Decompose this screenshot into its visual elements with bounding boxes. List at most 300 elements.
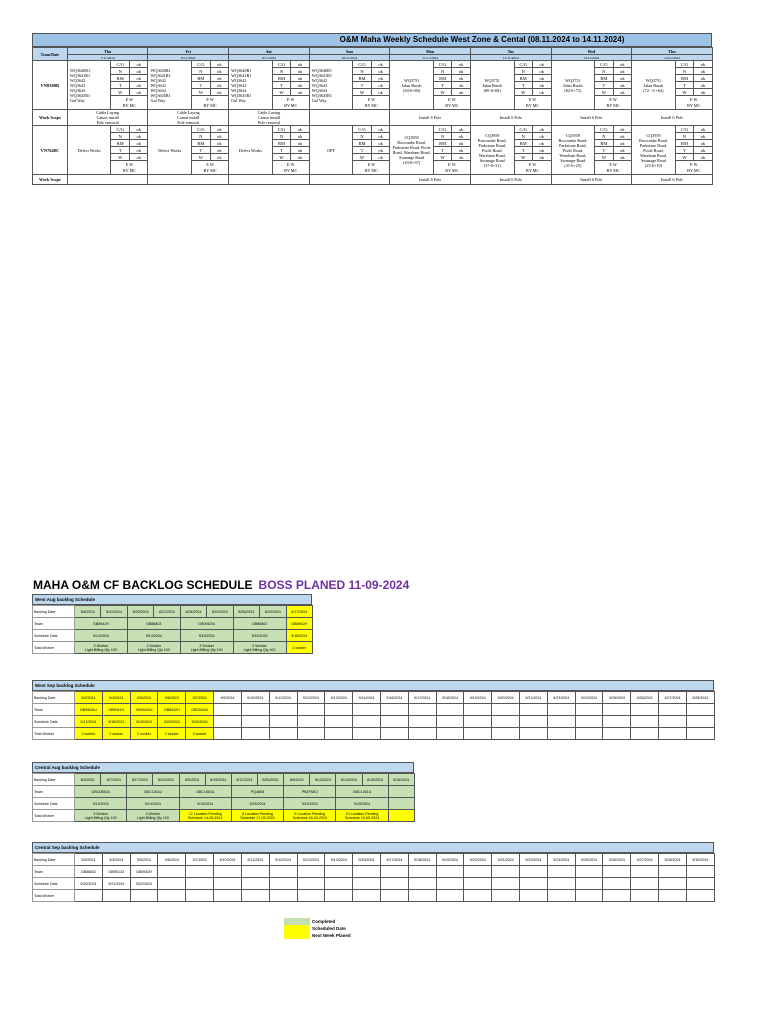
cell-total bbox=[214, 728, 242, 740]
cell-total bbox=[464, 728, 492, 740]
backlog-row-sched bbox=[33, 878, 715, 890]
cell-team bbox=[492, 704, 520, 716]
cell-total bbox=[436, 890, 464, 902]
cell-date: 9/19/2024 bbox=[464, 692, 492, 704]
check-label: T bbox=[595, 82, 614, 89]
ew-label: E W bbox=[514, 161, 551, 168]
cell-date: 9/17/2024 bbox=[408, 692, 436, 704]
check-value: ok bbox=[452, 154, 471, 161]
team-row bbox=[33, 61, 713, 68]
cell-team bbox=[659, 704, 687, 716]
check-label: C/G bbox=[272, 61, 291, 68]
check-value: ok bbox=[210, 82, 229, 89]
work-scope-cell: Install 6 Pole bbox=[551, 175, 632, 185]
cell-total bbox=[241, 890, 269, 902]
team-name: VN8300R bbox=[33, 61, 68, 110]
cell-date: 8/6/2024 bbox=[284, 774, 310, 786]
cell-total bbox=[603, 890, 631, 902]
cell-total: 3 Worker Light Billing Qty 100 bbox=[75, 810, 127, 822]
check-value: ok bbox=[452, 147, 471, 154]
cell-sched bbox=[492, 716, 520, 728]
cell-total: 2 Worker Light Billing Qty 100 bbox=[233, 642, 286, 654]
cell-date: 9/27/2024 bbox=[631, 854, 659, 866]
cell-sched bbox=[241, 716, 269, 728]
cell-date: 8/16/2024 bbox=[388, 774, 414, 786]
date-header: 13/11/2024 bbox=[551, 55, 632, 61]
cell-sched: 9/18/2024 bbox=[102, 716, 130, 728]
day-header: Tue bbox=[470, 48, 551, 55]
check-value: ok bbox=[210, 75, 229, 82]
cell-team: GB8942H bbox=[158, 704, 186, 716]
central-sep-section bbox=[32, 842, 714, 902]
check-label: W bbox=[272, 89, 291, 96]
check-label: N bbox=[675, 133, 694, 140]
cell-date: 9/16/2024 bbox=[353, 854, 381, 866]
team-row bbox=[33, 103, 713, 110]
check-value: ok bbox=[613, 68, 632, 75]
weekly-day-row bbox=[33, 48, 713, 55]
cell-sched bbox=[464, 878, 492, 890]
ew-label: E W bbox=[272, 161, 309, 168]
byme-label: BY MC bbox=[433, 103, 470, 110]
cell-total bbox=[547, 728, 575, 740]
check-value: ok bbox=[613, 61, 632, 68]
cell-sched: 9/15/2024 bbox=[233, 630, 286, 642]
backlog-title bbox=[33, 578, 409, 592]
byme-label: BY MC bbox=[675, 168, 712, 175]
team-row bbox=[33, 140, 713, 147]
check-value: ok bbox=[533, 126, 552, 133]
cell-total bbox=[436, 728, 464, 740]
cell-total bbox=[214, 890, 242, 902]
cell-date: 8/24/2024 bbox=[180, 606, 206, 618]
cell-sched bbox=[520, 716, 548, 728]
check-value: ok bbox=[533, 68, 552, 75]
cell-sched: 9/15/2024 bbox=[284, 798, 336, 810]
cell-date: 9/28/2024 bbox=[686, 692, 714, 704]
check-value: ok bbox=[371, 61, 390, 68]
check-label: T bbox=[111, 147, 130, 154]
work-scope-cell bbox=[309, 175, 390, 185]
check-value: ok bbox=[129, 140, 148, 147]
check-label: W bbox=[192, 89, 211, 96]
check-value: ok bbox=[291, 75, 310, 82]
ew-label: E W bbox=[595, 161, 632, 168]
cell-team bbox=[214, 704, 242, 716]
cell-total: 3 Worker Light Billing Qty 100 bbox=[127, 642, 180, 654]
ew-label: E W bbox=[353, 96, 390, 103]
check-label: RM bbox=[514, 140, 533, 147]
cell-team: GB86832 bbox=[75, 866, 103, 878]
cell-date: 8/20/2024 bbox=[153, 774, 179, 786]
check-label: N bbox=[111, 133, 130, 140]
cell-sched bbox=[547, 716, 575, 728]
check-label: C/G bbox=[192, 61, 211, 68]
cell-total: 2 worker bbox=[102, 728, 130, 740]
check-value: ok bbox=[210, 147, 229, 154]
cell-team: GBC1801A bbox=[179, 786, 231, 798]
ew-label: E W bbox=[675, 96, 712, 103]
cell-date: 8/7/2024 bbox=[101, 774, 127, 786]
cell-date: 9/7/2024 bbox=[186, 692, 214, 704]
check-value: ok bbox=[129, 133, 148, 140]
check-label: W bbox=[595, 154, 614, 161]
check-value: ok bbox=[291, 147, 310, 154]
cell-date: 9/23/2024 bbox=[547, 692, 575, 704]
check-value: ok bbox=[533, 147, 552, 154]
check-value: ok bbox=[613, 75, 632, 82]
cell-total bbox=[631, 728, 659, 740]
work-scope-cell: Install 6 Pole bbox=[632, 110, 713, 126]
check-label: C/G bbox=[514, 126, 533, 133]
cell-date: 9/13/2024 bbox=[325, 692, 353, 704]
backlog-row-total bbox=[33, 642, 313, 654]
check-value: ok bbox=[129, 75, 148, 82]
day-header: Thu bbox=[67, 48, 148, 55]
cell-team bbox=[158, 866, 186, 878]
check-label: RM bbox=[192, 140, 211, 147]
team-row bbox=[33, 147, 713, 154]
cell-sched bbox=[325, 716, 353, 728]
cell-team: PQ4808 bbox=[231, 786, 283, 798]
cell-sched: 9/16/2024 bbox=[286, 630, 312, 642]
cell-total bbox=[408, 890, 436, 902]
check-value: ok bbox=[694, 89, 713, 96]
cell-total bbox=[269, 890, 297, 902]
cell-team bbox=[603, 704, 631, 716]
cell-sched bbox=[214, 878, 242, 890]
check-value: ok bbox=[210, 133, 229, 140]
check-label: T bbox=[353, 82, 372, 89]
check-label: C/G bbox=[675, 126, 694, 133]
cell-total: 2 worker bbox=[158, 728, 186, 740]
check-label: C/G bbox=[433, 126, 452, 133]
check-value: ok bbox=[210, 126, 229, 133]
date-header: 8/11/2024 bbox=[148, 55, 229, 61]
day-header: Fri bbox=[148, 48, 229, 55]
cell-sched bbox=[297, 878, 325, 890]
row-label: Team bbox=[33, 786, 75, 798]
check-label: RM bbox=[514, 75, 533, 82]
cell-sched bbox=[353, 878, 381, 890]
cell-team bbox=[408, 866, 436, 878]
check-label: RM bbox=[595, 75, 614, 82]
check-label: N bbox=[433, 68, 452, 75]
site-cell: Defect Works bbox=[67, 126, 111, 175]
cell-team: PB2FNEJ bbox=[284, 786, 336, 798]
cell-total bbox=[158, 890, 186, 902]
check-label: N bbox=[353, 133, 372, 140]
cell-date: 9/20/2024 bbox=[464, 854, 492, 866]
cell-total: 8 Location Pending Schedule 17-09-2024 bbox=[231, 810, 283, 822]
cell-team bbox=[408, 704, 436, 716]
backlog-row-team bbox=[33, 704, 715, 716]
check-value: ok bbox=[210, 68, 229, 75]
cell-date: 8/3/2024 bbox=[75, 774, 101, 786]
check-value: ok bbox=[613, 126, 632, 133]
backlog-table bbox=[32, 773, 415, 822]
cell-date: 9/24/2024 bbox=[547, 854, 575, 866]
byme-label: BY MC bbox=[675, 103, 712, 110]
check-value: ok bbox=[371, 75, 390, 82]
cell-date: 8/6/2024 bbox=[75, 606, 101, 618]
team-row bbox=[33, 82, 713, 89]
site-cell: WQ3640R1 WQ3641R1 WQ3642 WQ3643 WQ3644 WQ3645R1 Gul Way bbox=[67, 61, 111, 110]
cell-sched bbox=[575, 878, 603, 890]
check-label: T bbox=[514, 147, 533, 154]
cell-sched bbox=[631, 716, 659, 728]
backlog-table bbox=[32, 691, 715, 740]
team-name: VN7648C bbox=[33, 126, 68, 175]
row-label: Backlog Date bbox=[33, 774, 75, 786]
check-label: N bbox=[514, 133, 533, 140]
check-label: T bbox=[433, 147, 452, 154]
cell-sched: 9/20/2024 bbox=[158, 716, 186, 728]
check-value: ok bbox=[694, 147, 713, 154]
check-label: W bbox=[595, 89, 614, 96]
backlog-row-sched bbox=[33, 798, 415, 810]
cell-date: 8/17/2024 bbox=[286, 606, 312, 618]
check-value: ok bbox=[129, 89, 148, 96]
cell-team bbox=[547, 866, 575, 878]
cell-team bbox=[241, 866, 269, 878]
cell-date: 8/17/2024 bbox=[127, 774, 153, 786]
work-scope-cell bbox=[67, 175, 148, 185]
check-value: ok bbox=[452, 133, 471, 140]
check-value: ok bbox=[129, 126, 148, 133]
cell-date: 9/26/2024 bbox=[631, 692, 659, 704]
cell-total bbox=[520, 890, 548, 902]
cell-date: 9/30/2024 bbox=[686, 854, 714, 866]
cell-total: 2 worker bbox=[130, 728, 158, 740]
cell-total bbox=[547, 890, 575, 902]
work-scope-cell: Install 6 Pole bbox=[390, 110, 471, 126]
legend-swatch bbox=[284, 918, 310, 925]
team-row bbox=[33, 168, 713, 175]
site-cell: Defect Works bbox=[229, 126, 273, 175]
check-value: ok bbox=[533, 82, 552, 89]
work-scope-cell: Install 6 Pole bbox=[632, 175, 713, 185]
check-value: ok bbox=[210, 61, 229, 68]
check-value: ok bbox=[452, 89, 471, 96]
byme-label: BY MC bbox=[514, 103, 551, 110]
cell-team bbox=[325, 704, 353, 716]
check-value: ok bbox=[533, 133, 552, 140]
cell-total: 2 worker bbox=[75, 728, 103, 740]
cell-total bbox=[659, 890, 687, 902]
cell-total bbox=[297, 890, 325, 902]
work-scope-cell: Cable Laying Canon install Pole removal bbox=[148, 110, 229, 126]
check-label: N bbox=[192, 68, 211, 75]
check-value: ok bbox=[533, 61, 552, 68]
site-cell: WQ3640R1 WQ3641R1 WQ3642 WQ3643 WQ3644 WQ3645R1 Gul Way bbox=[148, 61, 192, 110]
cell-team bbox=[686, 866, 714, 878]
work-scope-row bbox=[33, 110, 713, 126]
check-label: RM bbox=[272, 140, 291, 147]
cell-date: 9/5/2024 bbox=[130, 692, 158, 704]
cell-team: GBC1261U bbox=[127, 786, 179, 798]
check-label: RM bbox=[675, 140, 694, 147]
ew-label: E W bbox=[272, 96, 309, 103]
cell-sched bbox=[686, 716, 714, 728]
cell-date: 9/13/2024 bbox=[297, 854, 325, 866]
day-header: Wed bbox=[551, 48, 632, 55]
check-label: RM bbox=[111, 140, 130, 147]
cell-date: 8/13/2024 bbox=[310, 774, 336, 786]
check-label: W bbox=[514, 89, 533, 96]
check-value: ok bbox=[210, 140, 229, 147]
check-value: ok bbox=[129, 61, 148, 68]
row-label: Schedule Date bbox=[33, 630, 75, 642]
team-row bbox=[33, 75, 713, 82]
cell-date: 9/6/2024 bbox=[158, 692, 186, 704]
check-label: T bbox=[272, 82, 291, 89]
cell-total: 10 Location Pending Schedule 19-09-2024 bbox=[336, 810, 388, 822]
cell-date: 8/29/2024 bbox=[260, 606, 286, 618]
backlog-table bbox=[32, 853, 715, 902]
cell-date: 8/19/2024 bbox=[205, 774, 231, 786]
check-value: ok bbox=[371, 82, 390, 89]
cell-sched bbox=[659, 878, 687, 890]
cell-team: GB9942IU bbox=[75, 704, 103, 716]
ew-label: E W bbox=[433, 96, 470, 103]
cell-sched bbox=[408, 878, 436, 890]
ew-label: E W bbox=[111, 96, 148, 103]
cell-date: 8/15/2024 bbox=[362, 774, 388, 786]
cell-date: 9/4/2024 bbox=[102, 854, 130, 866]
check-value: ok bbox=[129, 68, 148, 75]
section-title: West Sep backlog Schedule bbox=[32, 680, 714, 691]
cell-sched bbox=[520, 878, 548, 890]
cell-sched: 9/23/2024 bbox=[186, 716, 214, 728]
cell-total: 2 worker bbox=[286, 642, 312, 654]
cell-team bbox=[464, 866, 492, 878]
cell-total: 3 Worker Light Billing Qty 100 bbox=[127, 810, 179, 822]
check-value: ok bbox=[210, 154, 229, 161]
check-label: W bbox=[353, 154, 372, 161]
byme-label: BY MC bbox=[272, 168, 309, 175]
backlog-row-date bbox=[33, 606, 313, 618]
cell-sched: 9/15/2024 bbox=[180, 630, 233, 642]
backlog-row-sched bbox=[33, 630, 313, 642]
cell-total bbox=[102, 890, 130, 902]
check-value: ok bbox=[129, 82, 148, 89]
check-label: W bbox=[514, 154, 533, 161]
backlog-row-date bbox=[33, 774, 415, 786]
day-header: Thu bbox=[632, 48, 713, 55]
cell-total bbox=[269, 728, 297, 740]
cell-date: 9/5/2024 bbox=[130, 854, 158, 866]
cell-date: 9/24/2024 bbox=[575, 692, 603, 704]
check-label: N bbox=[192, 133, 211, 140]
cell-sched bbox=[436, 878, 464, 890]
check-value: ok bbox=[452, 68, 471, 75]
date-header: 7/11/2024 bbox=[67, 55, 148, 61]
check-label: RM bbox=[353, 75, 372, 82]
cell-team bbox=[575, 704, 603, 716]
cell-sched: 9/14/2024 bbox=[75, 630, 128, 642]
cell-team: GB8942H bbox=[130, 866, 158, 878]
cell-sched: 9/14/2024 bbox=[127, 630, 180, 642]
team-row bbox=[33, 89, 713, 96]
cell-date: 9/21/2024 bbox=[492, 854, 520, 866]
check-value: ok bbox=[694, 133, 713, 140]
check-value: ok bbox=[291, 89, 310, 96]
site-cell: WQ3751 Jalan Bursh (80-6+68) bbox=[470, 61, 514, 110]
weekly-schedule bbox=[32, 33, 712, 185]
check-value: ok bbox=[210, 89, 229, 96]
backlog-row-team bbox=[33, 866, 715, 878]
check-label: T bbox=[514, 82, 533, 89]
check-label: C/G bbox=[272, 126, 291, 133]
cell-total bbox=[492, 728, 520, 740]
cell-team: GB8941H bbox=[75, 618, 128, 630]
check-value: ok bbox=[129, 154, 148, 161]
ew-label: E W bbox=[192, 96, 229, 103]
cell-total bbox=[631, 890, 659, 902]
work-scope-cell: Install 6 Pole bbox=[470, 175, 551, 185]
cell-date: 9/26/2024 bbox=[603, 854, 631, 866]
row-label: Team bbox=[33, 618, 75, 630]
cell-team bbox=[297, 704, 325, 716]
cell-team bbox=[353, 866, 381, 878]
cell-team bbox=[464, 704, 492, 716]
cell-sched: 9/15/2024 bbox=[179, 798, 231, 810]
cell-sched: 9/21/2024 bbox=[102, 878, 130, 890]
cell-team: GBC1261U bbox=[336, 786, 388, 798]
ew-label: E W bbox=[433, 161, 470, 168]
work-scope-label: Work Scope bbox=[33, 110, 68, 126]
cell-date: 9/10/2024 bbox=[241, 692, 269, 704]
cell-total: 2 worker bbox=[186, 728, 214, 740]
check-label: W bbox=[111, 154, 130, 161]
check-label: C/G bbox=[514, 61, 533, 68]
cell-date: 9/14/2024 bbox=[353, 692, 381, 704]
cell-date: 9/20/2024 bbox=[492, 692, 520, 704]
cell-team: GBR5133 bbox=[102, 866, 130, 878]
cell-team: GB0942IU bbox=[186, 704, 214, 716]
check-value: ok bbox=[613, 140, 632, 147]
work-scope-cell bbox=[148, 175, 229, 185]
cell-sched bbox=[297, 716, 325, 728]
check-label: N bbox=[272, 68, 291, 75]
cell-date: 8/20/2024 bbox=[127, 606, 153, 618]
cell-team bbox=[631, 704, 659, 716]
cell-team bbox=[520, 866, 548, 878]
cell-sched bbox=[353, 716, 381, 728]
cell-team: GB8941H bbox=[102, 704, 130, 716]
legend-item bbox=[284, 918, 351, 925]
check-label: T bbox=[192, 82, 211, 89]
check-label: RM bbox=[433, 140, 452, 147]
check-label: N bbox=[111, 68, 130, 75]
team-row bbox=[33, 161, 713, 168]
team-row bbox=[33, 133, 713, 140]
byme-label: BY MC bbox=[514, 168, 551, 175]
cell-total bbox=[353, 728, 381, 740]
cell-total bbox=[659, 728, 687, 740]
cell-sched: 9/14/2024 bbox=[75, 798, 127, 810]
cell-date: 9/9/2024 bbox=[214, 692, 242, 704]
site-cell: WQ3751 Jalan Bursh (84-6+80) bbox=[390, 61, 434, 110]
date-header: 12/11/2024 bbox=[470, 55, 551, 61]
check-label: RM bbox=[272, 75, 291, 82]
team-row bbox=[33, 68, 713, 75]
check-label: C/G bbox=[353, 126, 372, 133]
work-scope-cell bbox=[309, 110, 390, 126]
team-row bbox=[33, 126, 713, 133]
cell-sched bbox=[464, 716, 492, 728]
